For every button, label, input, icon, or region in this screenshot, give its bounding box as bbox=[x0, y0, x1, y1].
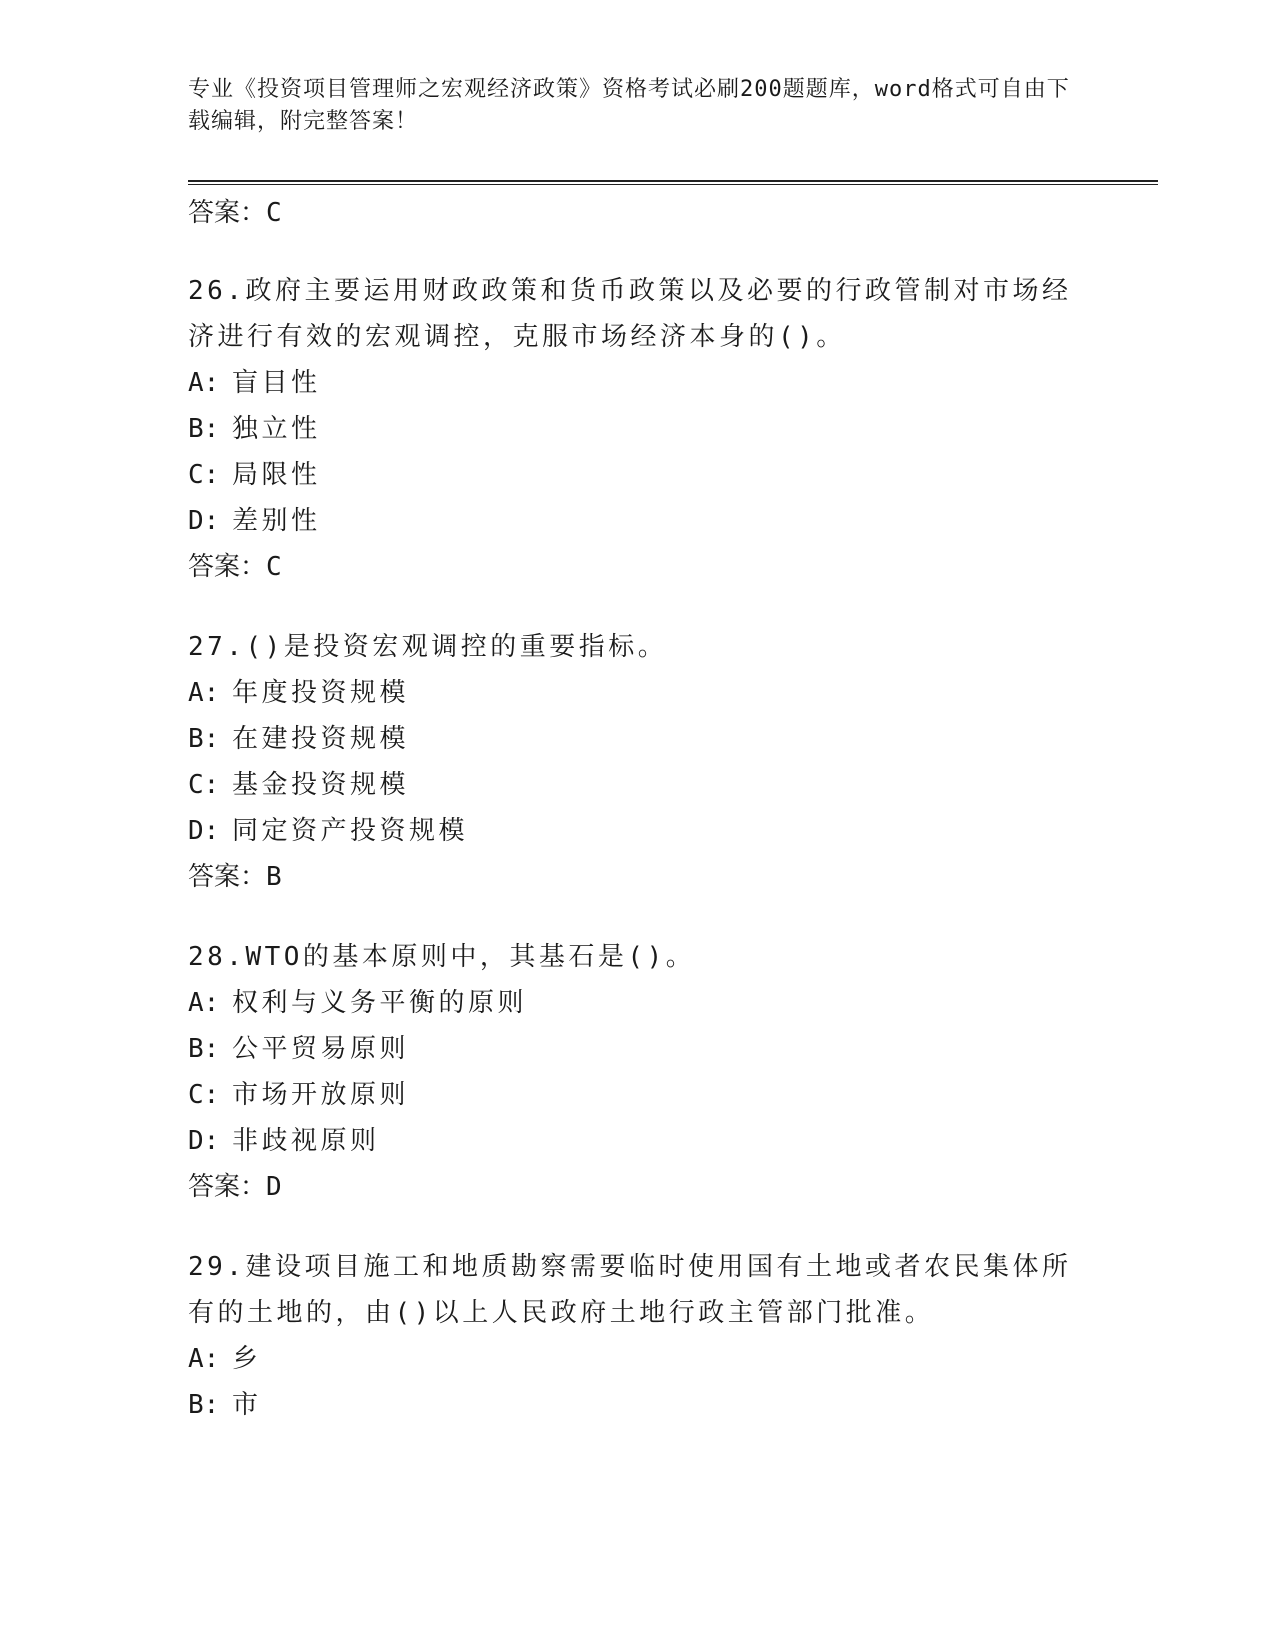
question-item bbox=[188, 624, 1088, 900]
option-d bbox=[188, 1118, 1088, 1164]
document-header: 专业《投资项目管理师之宏观经济政策》资格考试必刷200题题库，word格式可自由下载编辑，附完整答案！ bbox=[188, 77, 1070, 134]
option-text: 乡 bbox=[232, 1344, 262, 1374]
option-key: D: bbox=[188, 1126, 220, 1156]
option-d bbox=[188, 498, 1088, 544]
option-text: 市场开放原则 bbox=[232, 1080, 410, 1110]
question-list bbox=[188, 190, 1088, 1462]
option-key: C: bbox=[188, 460, 220, 490]
option-a bbox=[188, 1336, 1088, 1382]
option-key: B: bbox=[188, 414, 220, 444]
answer-line: 答案：D bbox=[188, 1172, 282, 1202]
header-rule bbox=[188, 180, 1158, 182]
option-key: A: bbox=[188, 988, 220, 1018]
option-key: D: bbox=[188, 816, 220, 846]
option-text: 盲目性 bbox=[232, 368, 321, 398]
option-text: 非歧视原则 bbox=[232, 1126, 380, 1156]
header-rule-thin bbox=[188, 184, 1158, 185]
option-key: A: bbox=[188, 1344, 220, 1374]
option-a bbox=[188, 670, 1088, 716]
option-b bbox=[188, 716, 1088, 762]
option-text: 基金投资规模 bbox=[232, 770, 410, 800]
option-a bbox=[188, 980, 1088, 1026]
option-key: A: bbox=[188, 368, 220, 398]
question-stem: 28.WTO的基本原则中，其基石是()。 bbox=[188, 942, 696, 972]
option-key: B: bbox=[188, 724, 220, 754]
question-stem: 29.建设项目施工和地质勘察需要临时使用国有土地或者农民集体所有的土地的，由()以上人民政府土地行政主管部门批准。 bbox=[188, 1252, 1072, 1328]
option-c bbox=[188, 1072, 1088, 1118]
option-key: A: bbox=[188, 678, 220, 708]
option-text: 差别性 bbox=[232, 506, 321, 536]
question-item bbox=[188, 934, 1088, 1210]
option-key: B: bbox=[188, 1034, 220, 1064]
question-item bbox=[188, 268, 1088, 590]
option-text: 在建投资规模 bbox=[232, 724, 410, 754]
option-b bbox=[188, 1026, 1088, 1072]
option-c bbox=[188, 452, 1088, 498]
option-d bbox=[188, 808, 1088, 854]
option-key: C: bbox=[188, 1080, 220, 1110]
answer-line: 答案：C bbox=[188, 552, 282, 582]
option-key: B: bbox=[188, 1390, 220, 1420]
option-text: 局限性 bbox=[232, 460, 321, 490]
question-stem: 27.()是投资宏观调控的重要指标。 bbox=[188, 632, 668, 662]
option-text: 同定资产投资规模 bbox=[232, 816, 469, 846]
option-b bbox=[188, 1382, 1088, 1428]
question-stem: 26.政府主要运用财政政策和货币政策以及必要的行政管制对市场经济进行有效的宏观调控，克服市场经济本身的()。 bbox=[188, 276, 1072, 352]
option-text: 公平贸易原则 bbox=[232, 1034, 410, 1064]
answer-line: 答案：C bbox=[188, 198, 282, 228]
option-key: D: bbox=[188, 506, 220, 536]
option-text: 市 bbox=[232, 1390, 262, 1420]
question-item bbox=[188, 1244, 1088, 1428]
option-a bbox=[188, 360, 1088, 406]
option-text: 独立性 bbox=[232, 414, 321, 444]
answer-line: 答案：B bbox=[188, 862, 282, 892]
option-b bbox=[188, 406, 1088, 452]
option-text: 年度投资规模 bbox=[232, 678, 410, 708]
option-c bbox=[188, 762, 1088, 808]
option-key: C: bbox=[188, 770, 220, 800]
option-text: 权利与义务平衡的原则 bbox=[232, 988, 528, 1018]
